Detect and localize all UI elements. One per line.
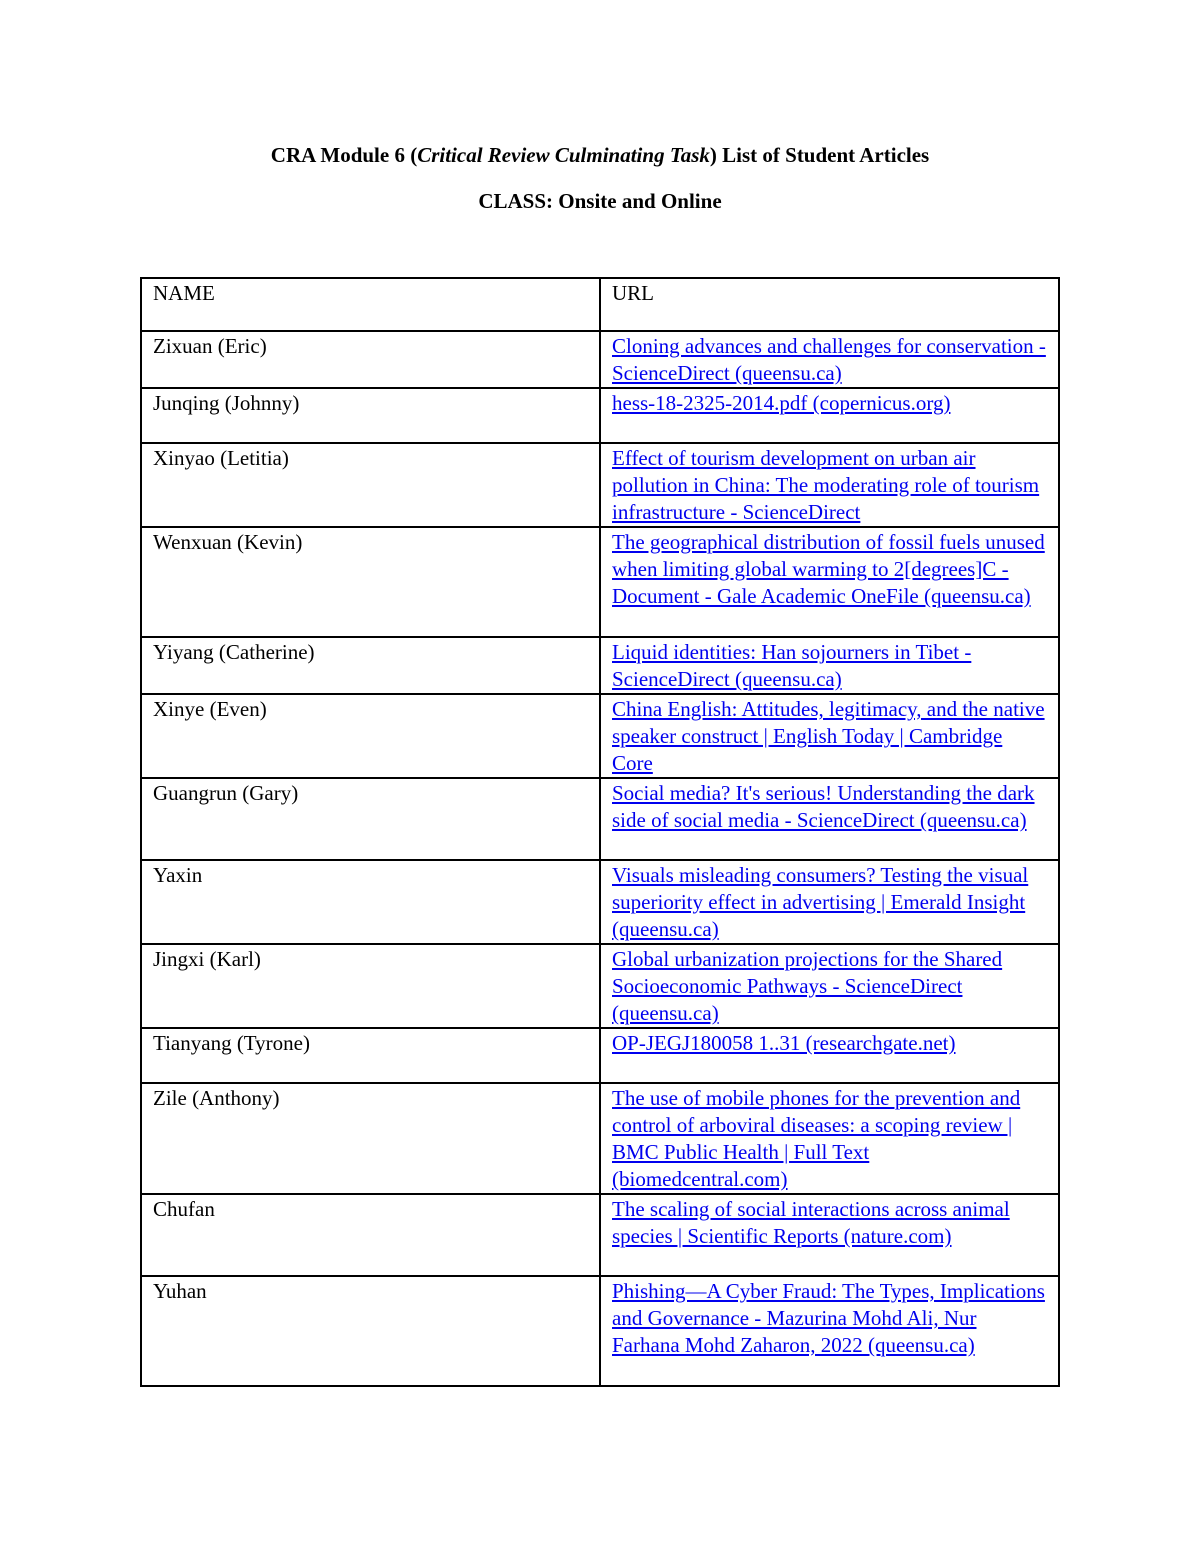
student-name: Zixuan (Eric) [141,331,600,388]
student-name: Jingxi (Karl) [141,944,600,1028]
article-link[interactable]: Global urbanization projections for the Shared Socioeconomic Pathways - ScienceDirect (queensu.ca) [612,947,1003,1025]
article-link[interactable]: Phishing—A Cyber Fraud: The Types, Implications and Governance - Mazurina Mohd Ali, Nur Farhana Mohd Zaharon, 2022 (queensu.ca) [612,1279,1045,1357]
table-header-row [141,278,1059,331]
document-title [0,143,1200,168]
header-url: URL [600,278,1059,331]
articles-table [140,277,1060,1387]
student-name: Tianyang (Tyrone) [141,1028,600,1083]
table-row [141,1276,1059,1386]
table-row [141,331,1059,388]
article-link[interactable]: Effect of tourism development on urban air pollution in China: The moderating role of tourism infrastructure - ScienceDirect [612,446,1040,524]
table-row [141,443,1059,527]
article-link[interactable]: hess-18-2325-2014.pdf (copernicus.org) [612,391,951,415]
student-name: Xinyao (Letitia) [141,443,600,527]
article-link[interactable]: Social media? It's serious! Understanding the dark side of social media - ScienceDirect (queensu.ca) [612,781,1035,832]
table-row [141,860,1059,944]
student-name: Chufan [141,1194,600,1276]
article-link[interactable]: Cloning advances and challenges for conservation - ScienceDirect (queensu.ca) [612,334,1046,385]
table-row [141,778,1059,860]
student-name: Yuhan [141,1276,600,1386]
table-row [141,637,1059,694]
article-link[interactable]: The use of mobile phones for the prevention and control of arboviral diseases: a scoping review | BMC Public Health | Full Text (biomedcentral.com) [612,1086,1021,1191]
student-name: Xinye (Even) [141,694,600,778]
table-row [141,1194,1059,1276]
student-name: Guangrun (Gary) [141,778,600,860]
article-link[interactable]: Liquid identities: Han sojourners in Tibet - ScienceDirect (queensu.ca) [612,640,972,691]
student-name: Zile (Anthony) [141,1083,600,1194]
article-link[interactable]: The scaling of social interactions across animal species | Scientific Reports (nature.com) [612,1197,1010,1248]
article-link[interactable]: OP-JEGJ180058 1..31 (researchgate.net) [612,1031,956,1055]
student-name: Wenxuan (Kevin) [141,527,600,637]
table-row [141,1028,1059,1083]
student-name: Junqing (Johnny) [141,388,600,443]
article-link[interactable]: The geographical distribution of fossil fuels unused when limiting global warming to 2[degrees]C - Document - Gale Academic OneFile (queensu.ca) [612,530,1045,608]
table-row [141,944,1059,1028]
title-suffix: ) List of Student Articles [709,143,930,167]
table-row [141,1083,1059,1194]
table-row [141,694,1059,778]
student-name: Yaxin [141,860,600,944]
title-italic: Critical Review Culminating Task [417,143,710,167]
table-row [141,388,1059,443]
student-name: Yiyang (Catherine) [141,637,600,694]
class-line: CLASS: Onsite and Online [478,189,722,213]
table-row [141,527,1059,637]
header-name: NAME [141,278,600,331]
article-link[interactable]: Visuals misleading consumers? Testing the visual superiority effect in advertising | Emerald Insight (queensu.ca) [612,863,1029,941]
article-link[interactable]: China English: Attitudes, legitimacy, and the native speaker construct | English Today | Cambridge Core [612,697,1045,775]
title-prefix: CRA Module 6 ( [270,143,418,167]
